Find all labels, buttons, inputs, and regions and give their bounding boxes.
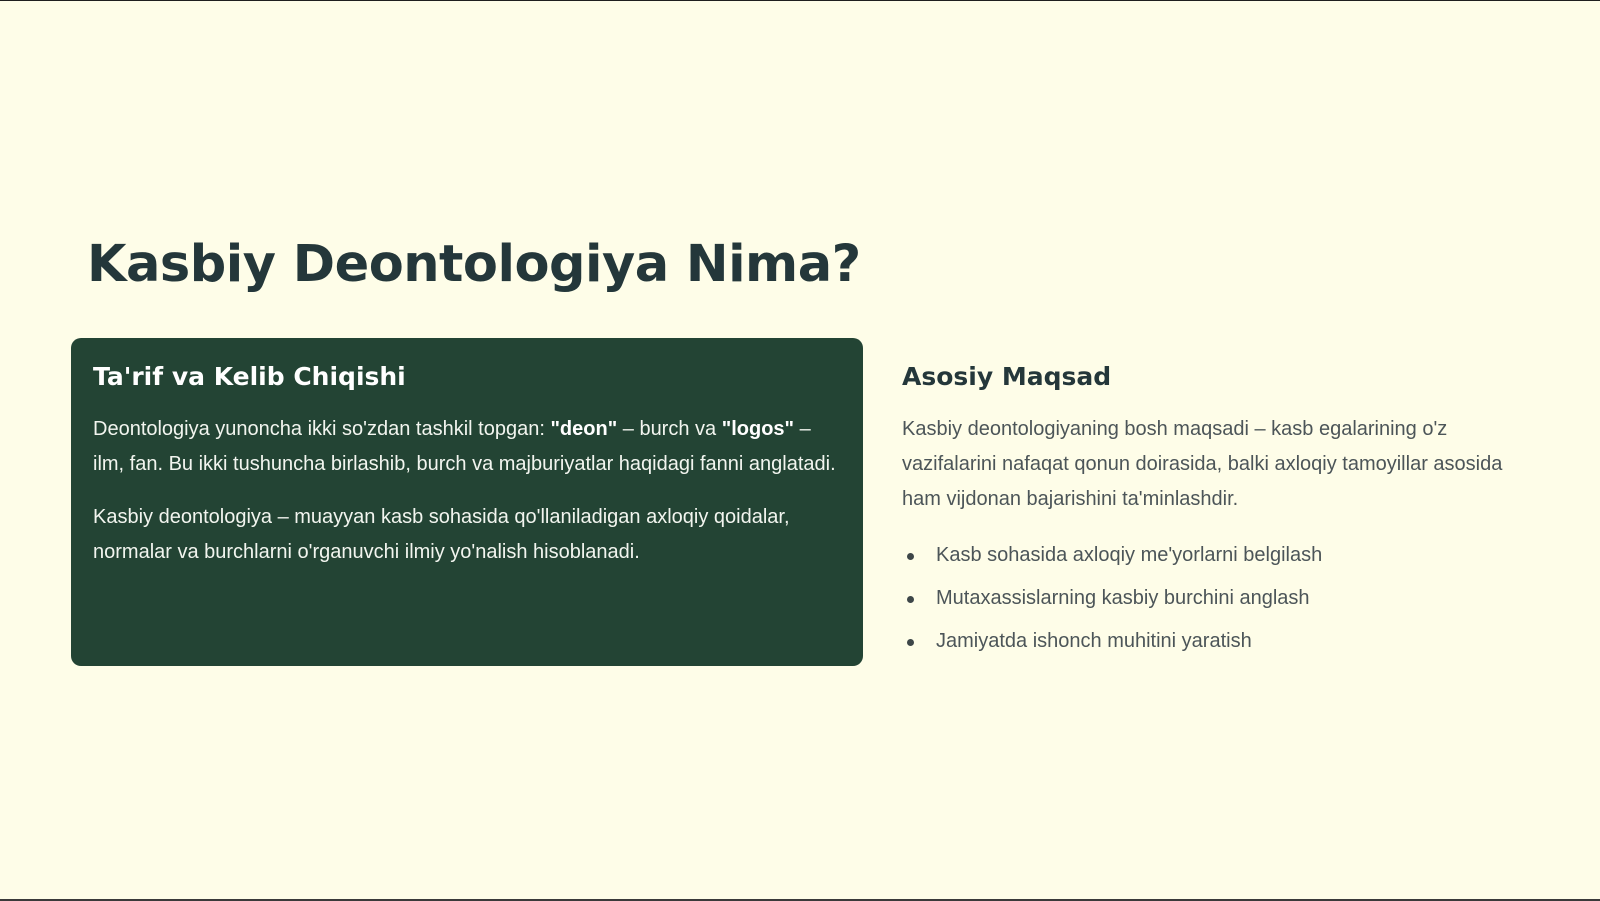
top-border [0, 0, 1600, 1]
bullet-text: Kasb sohasida axloqiy me'yorlarni belgilash [936, 544, 1323, 566]
list-item [902, 577, 1522, 620]
bullet-icon [907, 596, 914, 603]
definition-text-part3: – ilm, fan. Bu ikki tushuncha birlashib, burch va majburiyatlar haqidagi fanni anglatadi. [93, 418, 836, 475]
definition-text-part1: Deontologiya yunoncha ikki so'zdan tashkil topgan: [93, 418, 551, 440]
definition-card [71, 338, 863, 666]
slide [0, 1, 1600, 899]
definition-text-part2: – burch va [617, 418, 722, 440]
bullet-icon [907, 639, 914, 646]
bullet-icon [907, 553, 914, 560]
list-item [902, 534, 1522, 577]
goal-paragraph: Kasbiy deontologiyaning bosh maqsadi – kasb egalarining o'z vazifalarini nafaqat qonun doirasida, balki axloqiy tamoyillar asosida ham vijdonan bajarishini ta'minlashdir. [902, 418, 1503, 510]
goal-bullet-list [902, 534, 1522, 663]
card-heading: Ta'rif va Kelib Chiqishi [93, 362, 406, 391]
slide-title: Kasbiy Deontologiya Nima? [87, 235, 861, 294]
term-logos: "logos" [721, 418, 795, 440]
definition-paragraph [93, 412, 841, 482]
bullet-text: Mutaxassislarning kasbiy burchini anglash [936, 587, 1310, 609]
deontology-paragraph: Kasbiy deontologiya – muayyan kasb sohasida qo'llaniladigan axloqiy qoidalar, normalar va burchlarni o'rganuvchi ilmiy yo'nalish hisoblanadi. [93, 506, 790, 563]
list-item [902, 620, 1522, 663]
term-deon: "deon" [550, 418, 618, 440]
goal-section [902, 360, 1522, 663]
goal-heading: Asosiy Maqsad [902, 362, 1112, 391]
bullet-text: Jamiyatda ishonch muhitini yaratish [936, 630, 1252, 652]
